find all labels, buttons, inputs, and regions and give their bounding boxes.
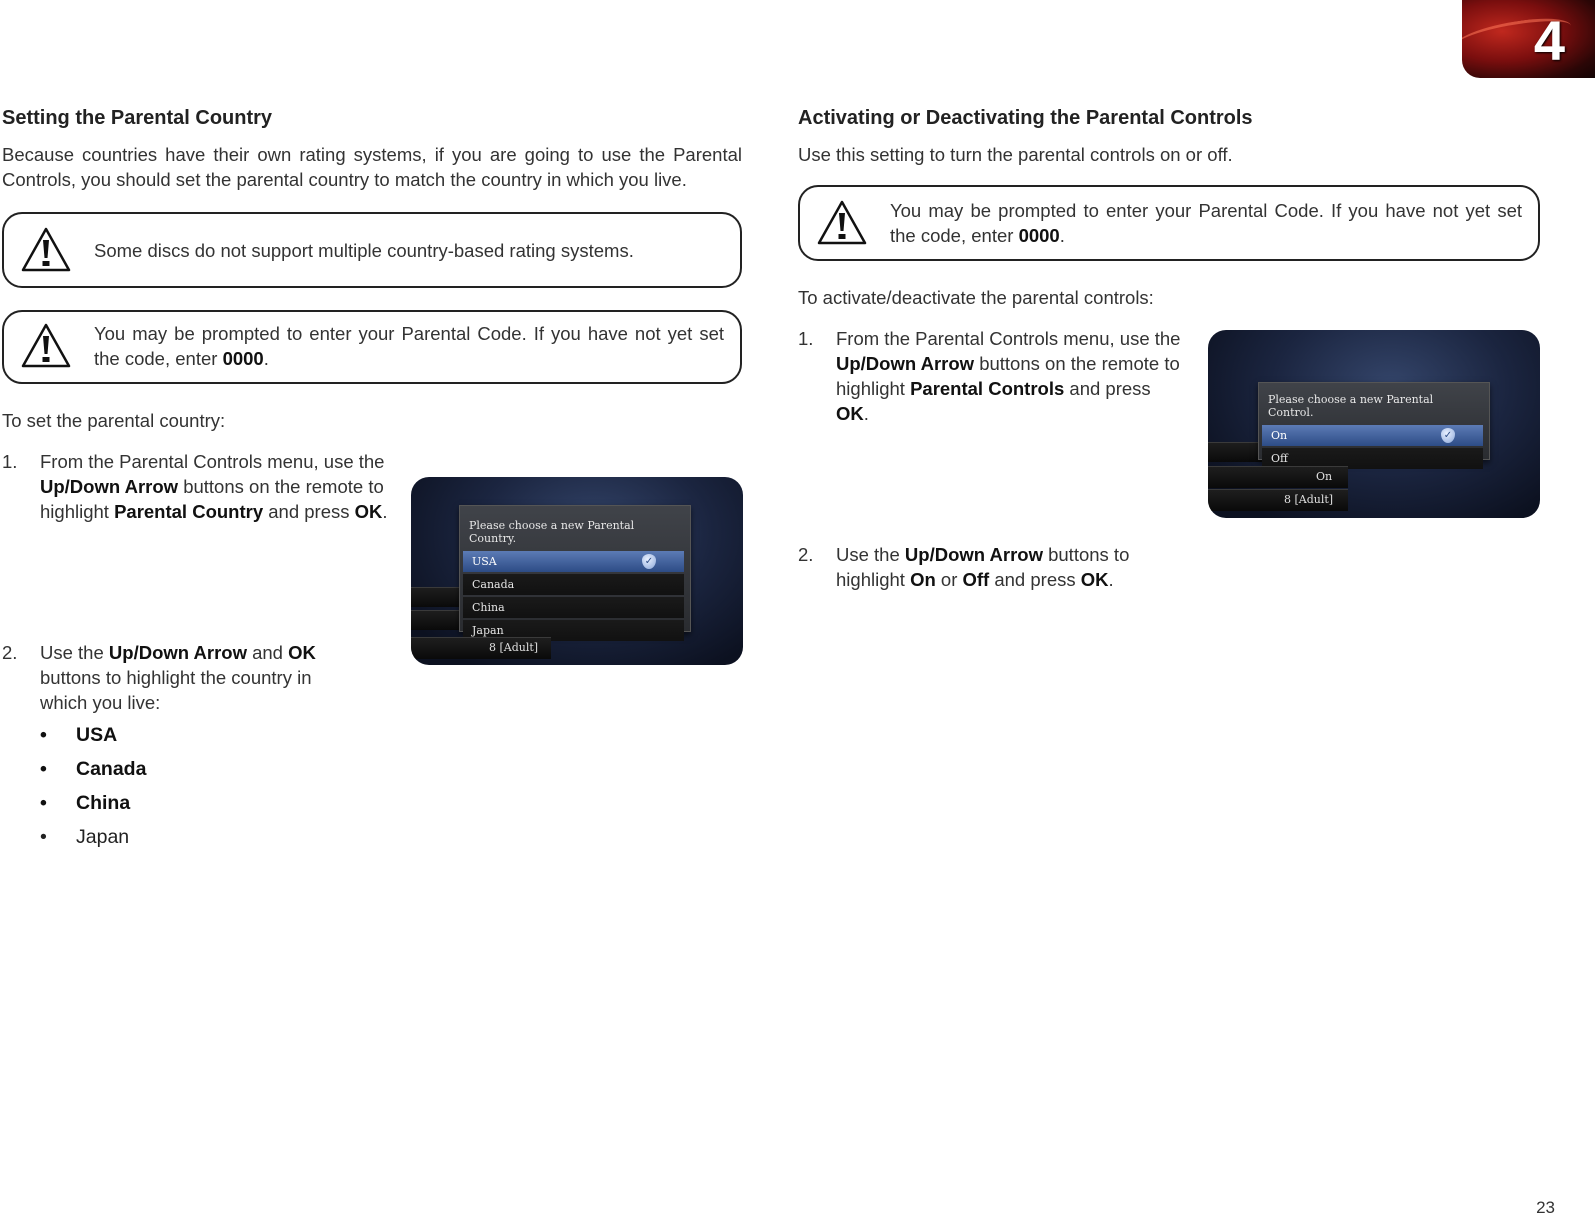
step-2: [798, 542, 1178, 592]
list-item: [2, 825, 742, 849]
warning-text-part: .: [263, 348, 269, 369]
step-2: [2, 640, 362, 715]
instructions-lead: To activate/deactivate the parental controls:: [798, 287, 1154, 308]
step-text: Use the: [40, 642, 109, 663]
step-text: .: [382, 501, 388, 522]
step-keyword: Parental Country: [114, 501, 264, 522]
dialog-title: Please choose a new Parental Country.: [469, 519, 635, 545]
warning-box-parental-code: [2, 310, 742, 384]
step-text: and: [246, 642, 289, 663]
step-number: 1.: [798, 328, 814, 349]
parental-control-status: On: [1316, 470, 1333, 483]
dialog-option: Canada: [463, 574, 684, 595]
step-text: or: [935, 569, 963, 590]
step-text: From the Parental Controls menu, use the: [40, 451, 385, 472]
country-name: China: [76, 792, 131, 814]
warning-icon: [20, 225, 72, 275]
dialog-title: Please choose a new Parental Control.: [1268, 393, 1434, 419]
dialog-option: Japan: [463, 620, 684, 641]
chapter-number: 4: [1533, 9, 1565, 72]
dialog-option: China: [463, 597, 684, 618]
rating-value: 8 [Adult]: [1284, 493, 1334, 506]
step-keyword: OK: [354, 501, 383, 522]
step-keyword: OK: [836, 403, 864, 424]
page-number: 23: [1536, 1198, 1555, 1217]
step-keyword: OK: [288, 642, 316, 663]
step-text: and press: [989, 569, 1081, 590]
country-list: [2, 723, 742, 849]
warning-text: Some discs do not support multiple country-based rating systems.: [94, 239, 634, 261]
intro-paragraph: Because countries have their own rating systems, if you are going to use the Parental Controls, you should set the parental country to match the country in which you live.: [2, 144, 742, 190]
step-keyword: Up/Down Arrow: [836, 353, 975, 374]
step-text: Use the: [836, 544, 905, 565]
step-text: buttons to highlight: [836, 544, 1130, 590]
warning-text: [890, 198, 1522, 248]
intro-paragraph: Use this setting to turn the parental controls on or off.: [798, 144, 1233, 165]
list-item: [2, 723, 742, 747]
control-dialog: [1258, 382, 1490, 465]
warning-box-discs: [2, 212, 742, 288]
list-item: [2, 791, 742, 815]
step-keyword: Off: [962, 569, 990, 590]
step-text: buttons to highlight the country in which you live:: [40, 667, 312, 713]
step-1: [798, 326, 1188, 426]
option-label: On: [1271, 429, 1288, 442]
warning-icon: [20, 321, 72, 371]
country-name: Japan: [76, 826, 130, 848]
step-keyword: Up/Down Arrow: [108, 642, 247, 663]
rating-value: 8 [Adult]: [489, 641, 539, 654]
step-number: 1.: [2, 451, 18, 472]
section-heading-parental-controls: Activating or Deactivating the Parental Controls: [798, 107, 1253, 129]
warning-text: [94, 321, 724, 371]
country-name: Canada: [76, 758, 147, 780]
step-text: and press: [263, 501, 355, 522]
dialog-option: Off: [1262, 448, 1483, 469]
step-text: .: [863, 403, 869, 424]
step-keyword: Up/Down Arrow: [904, 544, 1043, 565]
option-label: USA: [472, 555, 497, 568]
dialog-option: [1262, 425, 1483, 446]
country-dialog: [459, 505, 691, 637]
bullet: •: [40, 792, 47, 814]
step-number: 2.: [798, 544, 814, 565]
chapter-tab: [1462, 0, 1595, 78]
parental-control-screenshot: [1208, 330, 1540, 518]
step-text: From the Parental Controls menu, use the: [836, 328, 1181, 349]
step-keyword: OK: [1080, 569, 1109, 590]
step-text: buttons on the remote to highlight: [40, 476, 384, 522]
dialog-option: [463, 551, 684, 572]
step-1: [2, 449, 392, 524]
warning-text-part: You may be prompted to enter your Parental Code. If you have not yet set the code, enter: [890, 200, 1522, 246]
step-text: and press: [1064, 378, 1151, 399]
bullet: •: [40, 758, 47, 780]
step-keyword: Parental Controls: [910, 378, 1065, 399]
instructions-lead: To set the parental country:: [2, 410, 226, 431]
warning-box-parental-code: [798, 185, 1540, 261]
section-heading-parental-country: Setting the Parental Country: [2, 107, 273, 129]
parental-code: 0000: [1018, 225, 1060, 246]
parental-country-screenshot: [411, 477, 743, 665]
step-text: .: [1108, 569, 1114, 590]
check-icon: ✓: [1441, 428, 1455, 443]
step-keyword: Up/Down Arrow: [40, 476, 179, 497]
list-item: [2, 757, 742, 781]
warning-icon: [816, 198, 868, 248]
bullet: •: [40, 826, 47, 848]
country-name: USA: [76, 724, 118, 746]
step-keyword: On: [910, 569, 936, 590]
step-text: buttons on the remote to highlight: [836, 353, 1180, 399]
warning-text-part: .: [1059, 225, 1065, 246]
check-icon: ✓: [642, 554, 656, 569]
warning-text-part: You may be prompted to enter your Parental Code. If you have not yet set the code, enter: [94, 323, 724, 369]
bullet: •: [40, 724, 47, 746]
parental-code: 0000: [222, 348, 264, 369]
step-number: 2.: [2, 642, 18, 663]
